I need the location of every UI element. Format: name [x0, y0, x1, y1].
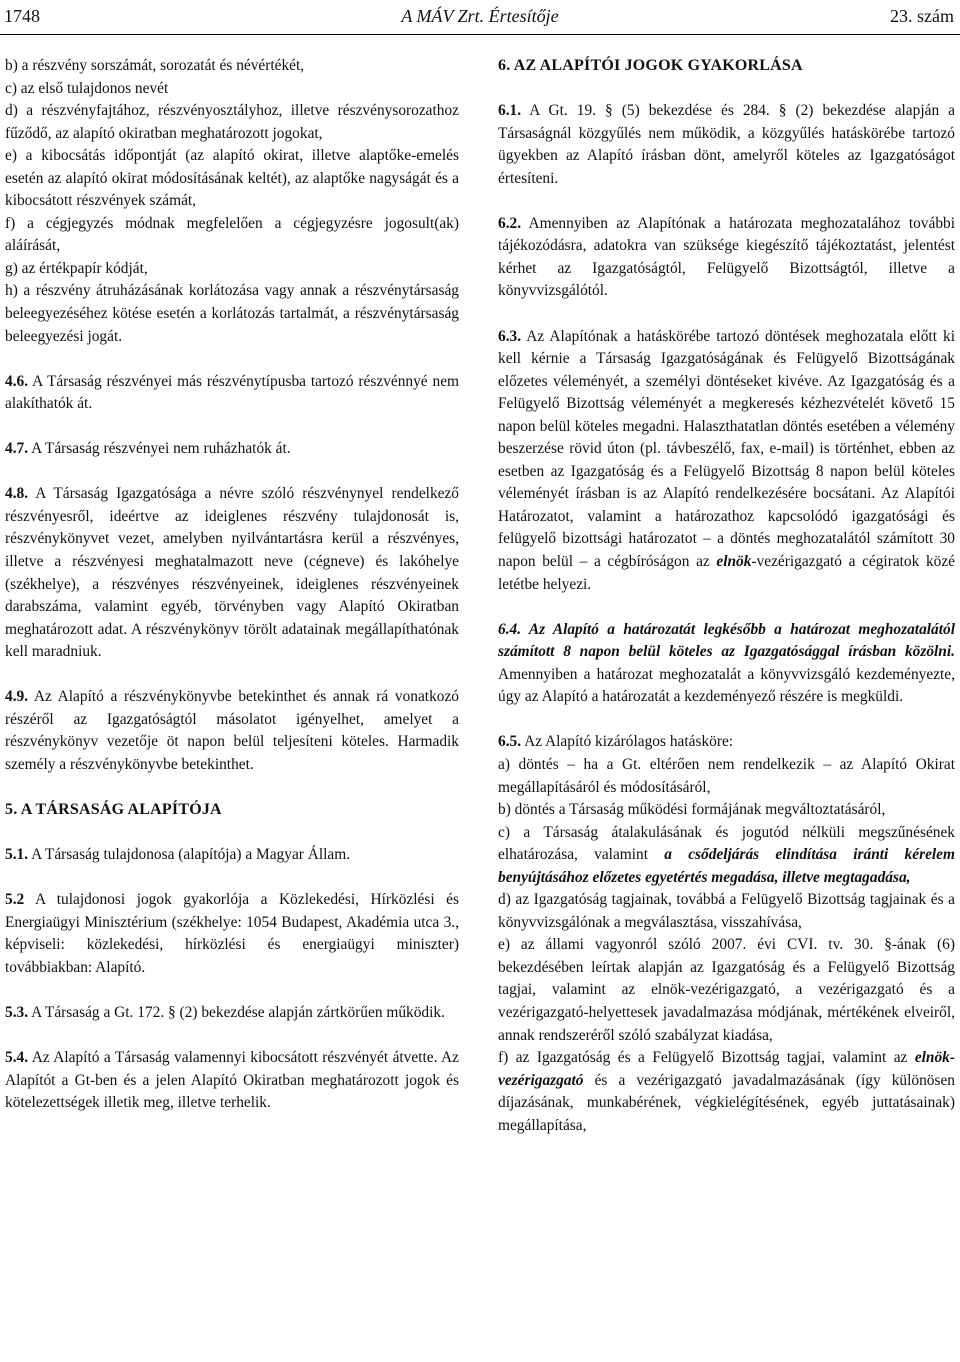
section-4-9	[5, 686, 459, 776]
list-text: és a vezérigazgató javadalmazásának (így különösen díjazásának, munkabérének, végkielégítésének, egyéb juttatásainak) megállapítása,	[498, 1071, 955, 1134]
section-4-6	[5, 371, 459, 416]
page-number: 1748	[4, 6, 40, 26]
section-6-5	[498, 731, 955, 754]
section-number: 6.2.	[498, 214, 522, 232]
list-item: h) a részvény átruházásának korlátozása vagy annak a részvénytársaság beleegyezéséhez kötése esetén a korlátozás tartalmát, a részvénytársaság beleegyezési jogát.	[5, 282, 459, 345]
list-item: d) az Igazgatóság tagjainak, továbbá a Felügyelő Bizottság tagjainak és a könyvvizsgálónak a megválasztása, visszahívása,	[498, 891, 955, 931]
section-text: -vezérigazgató a cégiratok közé letétbe helyezi.	[498, 553, 955, 593]
section-number: 4.7.	[5, 440, 29, 458]
section-number: 5.2	[5, 891, 25, 909]
section-5-3	[5, 1002, 459, 1025]
section-text: A Társaság Igazgatósága a névre szóló részvénynyel rendelkező részvényesről, ideértve az ideiglenes részvény tulajdonosát is, részvénykönyvet vezet, amelyben nyilvántartásra kerül a részvényes, illetve a részvényesi meghatalmazott neve (cégneve) és lakóhelye (székhelye), a részvényes részvényeinek, ideiglenes részvényeinek darabszáma, valamint egyéb, törvényben vagy Alapító Okiratban meghatározott adat. A részvénykönyv törölt adatainak megállapíthatónak kell maradniuk.	[5, 485, 459, 661]
section-6-1	[498, 100, 955, 190]
section-6-2	[498, 213, 955, 303]
list-item: e) a kibocsátás időpontját (az alapító okirat, illetve alaptőke-emelés esetén az alapító okirat módosításának keltét), az alaptőke nagyságát és a kibocsátott részvények számát,	[5, 147, 459, 210]
section-text: Az Alapítónak a hatáskörébe tartozó döntések meghozatala előtt ki kell kérnie a Társaság Igazgatóságának és Felügyelő Bizottságának előzetes véleményét, a személyi döntéseket kivéve. Az Igazgatóság és a Felügyelő Bizottság véleményét a megkeresés kézhezvételét követő 15 napon belül köteles megadni. Halaszthatatlan döntés esetében a vélemény beszerzése rövid úton (pl. távbeszélő, fax, e-mail) is történhet, ebben az esetben az Igazgatóság és a Felügyelő Bizottság 8 napon belül köteles véleményét írásban is az Alapító rendelkezésére bocsátani. Az Alapítói Határozatot, valamint a határozathoz kapcsolódó igazgatósági és felügyelő bizottsági határozatot – a döntés meghozatalától számított 30 napon belül – a cégbíróságon az	[498, 327, 955, 571]
section-4-8	[5, 483, 459, 663]
section-text: Az Alapító a részvénykönyvbe betekinthet és annak rá vonatkozó részéről az Igazgatóságtól másolatot igényelhet, amelyet a részvénykönyv vezetője öt napon belül teljesíteni köteles. Harmadik személy a részvénykönyvbe betekinthet.	[5, 688, 459, 773]
section-text: A Társaság a Gt. 172. § (2) bekezdése alapján zártkörűen működik.	[28, 1003, 445, 1021]
emphasis-text: elnök	[716, 553, 752, 571]
section-number: 4.6.	[5, 372, 29, 390]
section-4-7	[5, 438, 459, 461]
section-text: A Társaság részvényei nem ruházhatók át.	[28, 440, 291, 458]
section-5-1	[5, 844, 459, 867]
section-6-3	[498, 326, 955, 597]
section-text: Az Alapító kizárólagos hatásköre:	[521, 733, 734, 751]
chapter-heading: 5. A TÁRSASÁG ALAPÍTÓJA	[5, 801, 222, 819]
list-item: f) a cégjegyzés módnak megfelelően a cégjegyzésre jogosult(ak) aláírását,	[5, 214, 459, 255]
chapter-heading: 6. AZ ALAPÍTÓI JOGOK GYAKORLÁSA	[498, 57, 803, 74]
list-item: b) a részvény sorszámát, sorozatát és névértékét,	[5, 57, 305, 74]
section-6-4	[498, 619, 955, 709]
emphasis-text: 6.4. Az Alapító a határozatát legkésőbb a határozat meghozatalától számított 8 napon belül köteles az Igazgatósággal írásban közölni.	[498, 620, 955, 661]
list-item: b) döntés a Társaság működési formájának megváltoztatásáról,	[498, 801, 886, 819]
emphasis-text: a csődeljárás elindítása iránti kérelem benyújtásához előzetes egyetértés megadása, illetve megtagadása,	[498, 846, 955, 886]
section-text: A Gt. 19. § (5) bekezdése és 284. § (2) bekezdése alapján a Társaságnál közgyűlés nem működik, a közgyűlés hatáskörébe tartozó ügyekben az Alapító írásban dönt, amelyről köteles az Igazgatóságot értesíteni.	[498, 102, 955, 187]
list-item	[498, 822, 955, 890]
section-number: 4.9.	[5, 688, 29, 706]
page-header	[0, 0, 960, 34]
section-number: 5.4.	[5, 1049, 29, 1067]
list-item: g) az értékpapír kódját,	[5, 259, 148, 277]
journal-title: A MÁV Zrt. Értesítője	[401, 6, 559, 26]
section-number: 4.8.	[5, 485, 29, 503]
section-number: 6.5.	[498, 733, 522, 751]
list-item: d) a részvényfajtához, részvényosztályhoz, illetve részvénysorozathoz fűződő, az alapító okiratban meghatározott jogokat,	[5, 102, 459, 142]
list-item	[498, 1047, 955, 1137]
section-number: 6.3.	[498, 327, 522, 345]
list-item: c) az első tulajdonos nevét	[5, 79, 169, 97]
emphasis-text: elnök-vezérigazgató	[498, 1049, 955, 1089]
section-text: A Társaság tulajdonosa (alapítója) a Magyar Állam.	[28, 846, 351, 864]
section-text: Amennyiben a határozat meghozatalát a könyvvizsgáló kezdeményezte, úgy az Alapító a határozatát a kezdeményező részére is megküldi.	[498, 665, 955, 706]
section-number: 5.1.	[5, 846, 29, 864]
section-number: 5.3.	[5, 1003, 29, 1021]
section-5-2	[5, 889, 459, 979]
section-5-4	[5, 1047, 459, 1115]
list-item: a) döntés – ha a Gt. eltérően nem rendelkezik – az Alapító Okirat megállapításáról és módosításáról,	[498, 755, 955, 796]
right-column	[498, 55, 955, 1137]
issue-number: 23. szám	[890, 6, 954, 26]
section-text: A tulajdonosi jogok gyakorlója a Közlekedési, Hírközlési és Energiaügyi Minisztérium (székhelye: 1054 Budapest, Akadémia utca 3., képviseli: közlekedési, hírközlési és energiaügyi miniszter) továbbiakban: Alapító.	[5, 891, 459, 976]
section-text: Amennyiben az Alapítónak a határozata meghozatalához további tájékozódásra, adatokra van szüksége kiegészítő tájékoztatást, jelentést kérhet az Igazgatóságtól, Felügyelő Bizottságtól, illetve a könyvvizsgálótól.	[498, 214, 955, 300]
section-number: 6.1.	[498, 102, 522, 120]
section-text: Az Alapító a Társaság valamennyi kibocsátott részvényét átvette. Az Alapítót a Gt-ben és a jelen Alapító Okiratban meghatározott jogok és kötelezettségek illetik meg, illetve terhelik.	[5, 1049, 459, 1112]
section-text: A Társaság részvényei más részvénytípusba tartozó részvénnyé nem alakíthatók át.	[5, 372, 459, 413]
header-rule	[0, 34, 960, 35]
list-text: c) a Társaság átalakulásának és jogutód nélküli megszűnésének elhatározása, valamint	[498, 823, 955, 864]
list-text: f) az Igazgatóság és a Felügyelő Bizottság tagjai, valamint az	[498, 1049, 915, 1067]
left-column	[5, 55, 459, 1137]
list-item: e) az állami vagyonról szóló 2007. évi CVI. tv. 30. §-ának (6) bekezdésében leírtak alapján az Igazgatóság és a Felügyelő Bizottság tagjai, valamint az elnök-vezérigazgató, a vezérigazgató és a vezérigazgató-helyettesek javadalmazása módjának, mértékének elveiről, annak rendszeréről szóló szabályzat kiadása,	[498, 936, 955, 1044]
